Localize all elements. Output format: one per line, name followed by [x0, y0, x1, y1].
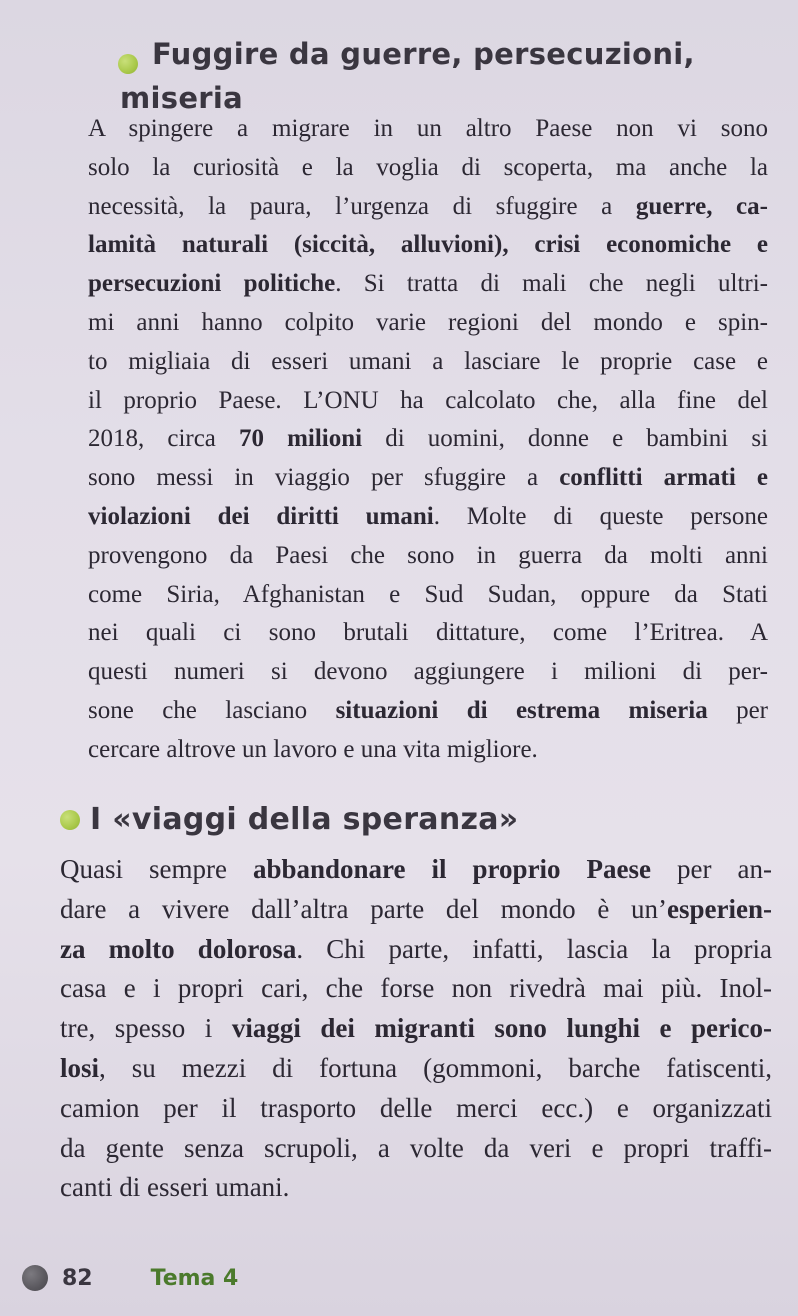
- text-run: sono messi in viaggio per sfuggire a: [88, 464, 560, 492]
- text-line: [88, 614, 768, 653]
- text-line: [88, 459, 768, 498]
- text-line: [88, 498, 768, 537]
- text-run: solo la curiosità e la voglia di scoperta, ma anche la: [88, 153, 768, 181]
- text-run: , su mezzi di fortuna (gommoni, barche fatiscenti,: [99, 1052, 772, 1083]
- bold-text: 70 milioni: [239, 425, 363, 453]
- bold-text: guerre, ca-: [635, 192, 768, 220]
- bold-text: abbandonare il proprio Paese: [252, 854, 652, 884]
- text-line: [60, 890, 772, 930]
- bold-text: situazioni di estrema miseria: [335, 696, 708, 724]
- text-run: casa e i propri cari, che forse non rivedrà mai più. Inol-: [60, 973, 772, 1004]
- text-run: . Molte di queste persone: [433, 502, 769, 530]
- section-heading-text: I «viaggi della speranza»: [90, 802, 519, 837]
- text-line: [60, 1129, 772, 1169]
- text-line: [88, 537, 768, 576]
- text-run: per: [707, 696, 769, 724]
- paragraph-journeys-of-hope: [60, 850, 772, 1208]
- text-run: questi numeri si devono aggiungere i milioni di per-: [88, 658, 768, 686]
- section-heading-fuggire: [118, 32, 778, 120]
- text-run: 2018, circa: [88, 425, 239, 453]
- text-line: [88, 692, 768, 731]
- text-line: [88, 188, 768, 227]
- text-run: tre, spesso i: [60, 1013, 232, 1044]
- text-line: [88, 110, 768, 149]
- bold-text: lamità naturali (siccità, alluvioni), crisi economiche e: [88, 231, 768, 259]
- text-line: [88, 304, 768, 343]
- text-run: il proprio Paese. L’ONU ha calcolato che, alla fine del: [88, 386, 768, 414]
- text-run: da gente senza scrupoli, a volte da veri e propri traffi-: [60, 1132, 772, 1163]
- text-line: [60, 850, 772, 890]
- text-line: [60, 1168, 772, 1208]
- text-line: [88, 226, 768, 265]
- gray-bullet-icon: [22, 1265, 48, 1291]
- bold-text: violazioni dei diritti umani: [88, 502, 434, 530]
- text-run: mi anni hanno colpito varie regioni del mondo e spin-: [88, 308, 768, 336]
- text-line: [88, 343, 768, 382]
- text-run: di uomini, donne e bambini si: [362, 425, 768, 453]
- text-run: . Chi parte, infatti, lascia la propria: [296, 933, 772, 964]
- page-footer: [22, 1265, 238, 1291]
- section-heading-text: [120, 32, 695, 120]
- text-line: [60, 930, 772, 970]
- text-line: [60, 1009, 772, 1049]
- green-bullet-icon: [118, 54, 138, 74]
- text-run: dare a vivere dall’altra parte del mondo è un’: [60, 893, 668, 924]
- text-run: camion per il trasporto delle merci ecc.) e organizzati: [60, 1092, 772, 1123]
- heading-line-2: miseria: [120, 81, 243, 115]
- text-run: come Siria, Afghanistan e Sud Sudan, oppure da Stati: [88, 580, 768, 608]
- bold-text: viaggi dei migranti sono lunghi e perico-: [231, 1013, 773, 1044]
- bold-text: conflitti armati e: [559, 464, 768, 492]
- text-run: nei quali ci sono brutali dittature, come l’Eritrea. A: [88, 619, 768, 647]
- paragraph-migration-causes: [88, 110, 768, 770]
- text-run: sone che lasciano: [88, 696, 336, 724]
- bold-text: losi: [60, 1052, 100, 1083]
- text-line: [88, 653, 768, 692]
- text-line: [60, 969, 772, 1009]
- text-run: . Si tratta di mali che negli ultri-: [335, 270, 768, 298]
- green-bullet-icon: [60, 810, 80, 830]
- section-label: Tema 4: [150, 1265, 239, 1291]
- text-run: cercare altrove un lavoro e una vita migliore.: [88, 735, 538, 763]
- text-run: A spingere a migrare in un altro Paese non vi sono: [88, 115, 768, 142]
- text-run: to migliaia di esseri umani a lasciare le proprie case e: [88, 347, 768, 375]
- text-line: [88, 731, 768, 770]
- text-run: provengono da Paesi che sono in guerra da molti anni: [88, 541, 768, 569]
- text-line: [88, 149, 768, 188]
- heading-line-1: Fuggire da guerre, persecuzioni,: [152, 37, 695, 71]
- bold-text: za molto dolorosa: [60, 933, 297, 964]
- text-line: [88, 265, 768, 304]
- text-run: per an-: [651, 854, 772, 884]
- text-line: [88, 382, 768, 421]
- text-line: [60, 1089, 772, 1129]
- text-run: canti di esseri umani.: [60, 1172, 290, 1203]
- section-heading-viaggi: [60, 798, 760, 842]
- bold-text: esperien-: [667, 893, 772, 924]
- text-run: Quasi sempre: [60, 854, 253, 884]
- text-line: [88, 420, 768, 459]
- text-line: [60, 1049, 772, 1089]
- page-number: 82: [62, 1265, 93, 1291]
- text-line: [88, 576, 768, 615]
- text-run: necessità, la paura, l’urgenza di sfuggire a: [88, 192, 636, 220]
- bold-text: persecuzioni politiche: [88, 270, 336, 298]
